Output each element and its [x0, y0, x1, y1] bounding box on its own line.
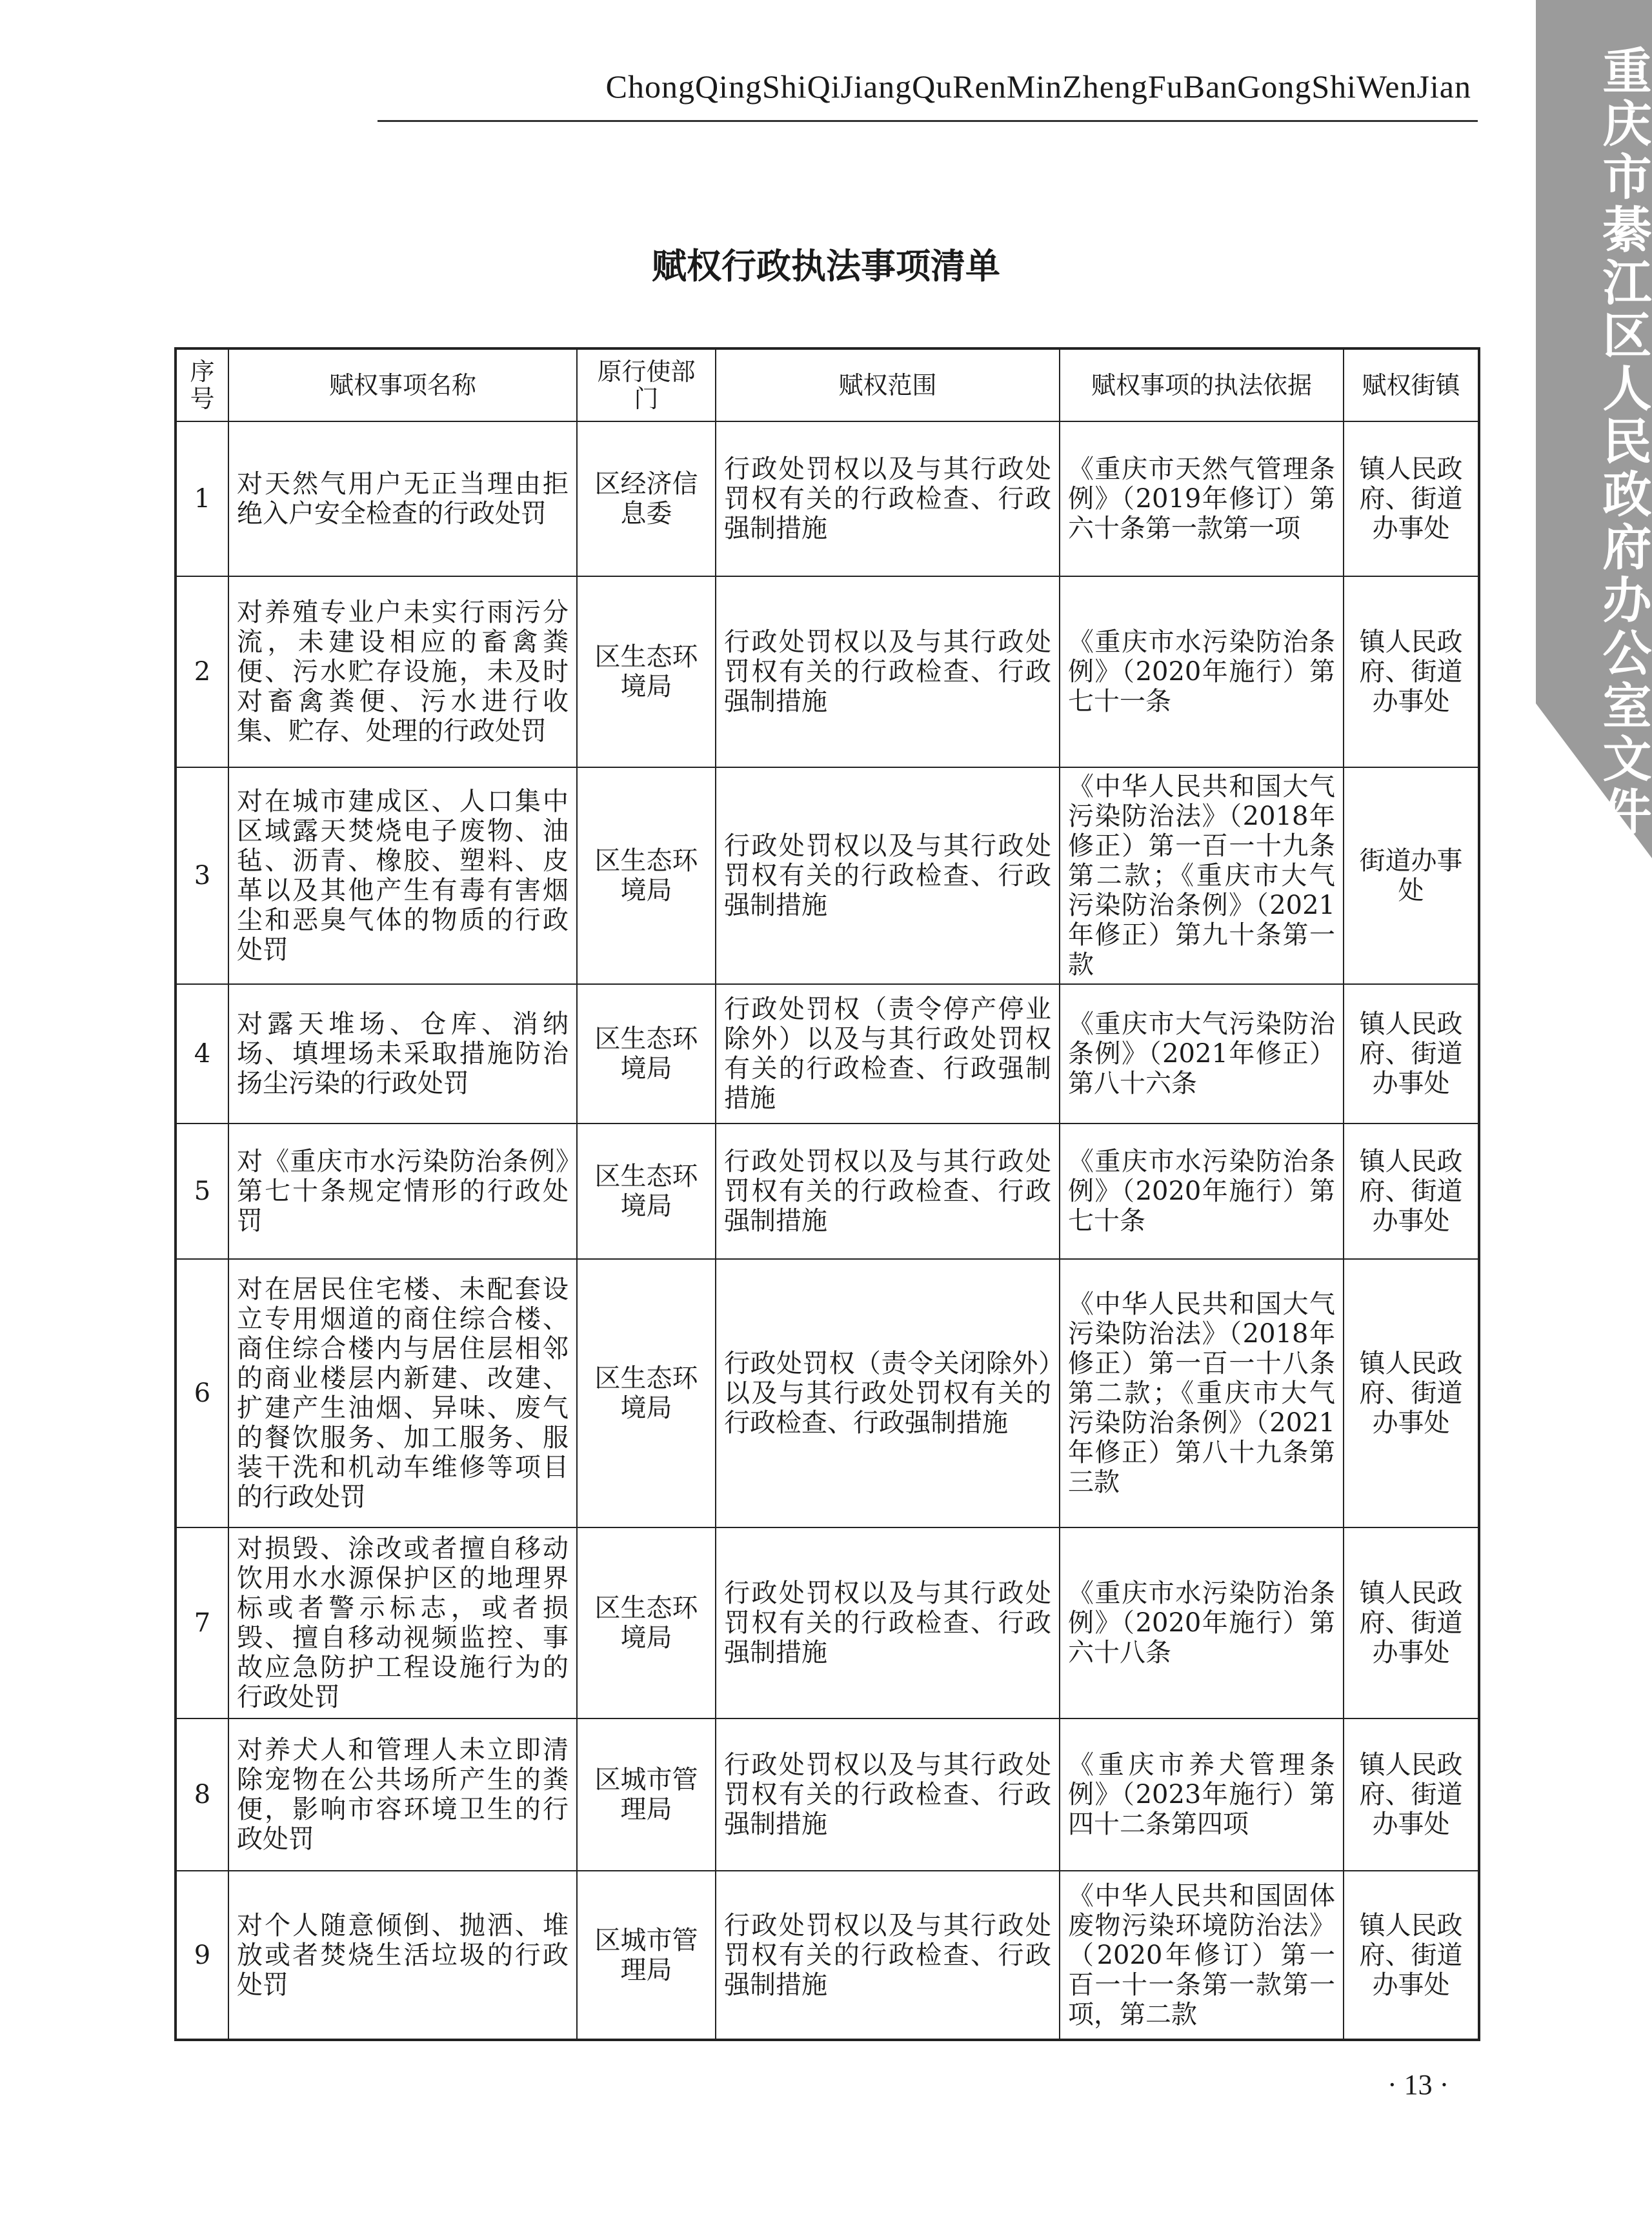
cell-town: 镇人民政府、街道办事处: [1344, 984, 1479, 1124]
table-row: [176, 984, 1479, 1124]
cell-scope: 行政处罚权以及与其行政处罚权有关的行政检查、行政强制措施: [716, 767, 1060, 984]
cell-name: 对养殖专业户未实行雨污分流，未建设相应的畜禽粪便、污水贮存设施，未及时对畜禽粪便、污水进行收集、贮存、处理的行政处罚: [228, 576, 577, 767]
cell-dept: 区生态环境局: [577, 1527, 716, 1718]
side-tab-text: [1536, 45, 1652, 839]
table-row: [176, 1718, 1479, 1871]
table-row: [176, 1259, 1479, 1527]
table-row: [176, 1871, 1479, 2040]
cell-name: 对《重庆市水污染防治条例》第七十条规定情形的行政处罚: [228, 1124, 577, 1259]
cell-basis: 《重庆市水污染防治条例》（2020年施行）第六十八条: [1060, 1527, 1344, 1718]
cell-dept: 区生态环境局: [577, 984, 716, 1124]
cell-name: 对天然气用户无正当理由拒绝入户安全检查的行政处罚: [228, 421, 577, 576]
page-number: · 13 ·: [1387, 2069, 1449, 2101]
cell-name: 对养犬人和管理人未立即清除宠物在公共场所产生的粪便，影响市容环境卫生的行政处罚: [228, 1718, 577, 1871]
cell-no: 6: [176, 1259, 228, 1527]
cell-scope: 行政处罚权以及与其行政处罚权有关的行政检查、行政强制措施: [716, 1718, 1060, 1871]
cell-dept: 区经济信息委: [577, 421, 716, 576]
cell-basis: 《中华人民共和国大气污染防治法》（2018年修正）第一百一十九条第二款；《重庆市大气污染防治条例》（2021年修正）第九十条第一款: [1060, 767, 1344, 984]
cell-town: 街道办事处: [1344, 767, 1479, 984]
header-dept: 原行使部门: [577, 348, 716, 421]
cell-town: 镇人民政府、街道办事处: [1344, 1259, 1479, 1527]
cell-name: 对损毁、涂改或者擅自移动饮用水水源保护区的地理界标或者警示标志，或者损毁、擅自移动视频监控、事故应急防护工程设施行为的行政处罚: [228, 1527, 577, 1718]
header-scope: 赋权范围: [716, 348, 1060, 421]
cell-scope: 行政处罚权以及与其行政处罚权有关的行政检查、行政强制措施: [716, 1124, 1060, 1259]
cell-scope: 行政处罚权以及与其行政处罚权有关的行政检查、行政强制措施: [716, 421, 1060, 576]
cell-town: 镇人民政府、街道办事处: [1344, 576, 1479, 767]
running-header: ChongQingShiQiJiangQuRenMinZhengFuBanGongShiWenJian: [605, 68, 1471, 105]
header-town: 赋权街镇: [1344, 348, 1479, 421]
cell-no: 5: [176, 1124, 228, 1259]
cell-basis: 《重庆市大气污染防治条例》（2021年修正）第八十六条: [1060, 984, 1344, 1124]
header-no: 序号: [176, 348, 228, 421]
side-tab-label: 重庆市綦江区人民政府办公室文件: [1595, 45, 1652, 839]
cell-scope: 行政处罚权（责令关闭除外）以及与其行政处罚权有关的行政检查、行政强制措施: [716, 1259, 1060, 1527]
cell-dept: 区生态环境局: [577, 576, 716, 767]
header-name: 赋权事项名称: [228, 348, 577, 421]
cell-basis: 《中华人民共和国大气污染防治法》（2018年修正）第一百一十八条第二款；《重庆市大气污染防治条例》（2021年修正）第八十九条第三款: [1060, 1259, 1344, 1527]
cell-no: 7: [176, 1527, 228, 1718]
cell-basis: 《重庆市水污染防治条例》（2020年施行）第七十一条: [1060, 576, 1344, 767]
cell-town: 镇人民政府、街道办事处: [1344, 1871, 1479, 2040]
cell-dept: 区城市管理局: [577, 1871, 716, 2040]
table-row: [176, 1124, 1479, 1259]
table-row: [176, 576, 1479, 767]
cell-basis: 《中华人民共和国固体废物污染环境防治法》（2020年修订）第一百一十一条第一款第一项，第二款: [1060, 1871, 1344, 2040]
cell-basis: 《重庆市养犬管理条例》（2023年施行）第四十二条第四项: [1060, 1718, 1344, 1871]
cell-town: 镇人民政府、街道办事处: [1344, 421, 1479, 576]
cell-no: 8: [176, 1718, 228, 1871]
cell-no: 3: [176, 767, 228, 984]
cell-no: 4: [176, 984, 228, 1124]
cell-basis: 《重庆市天然气管理条例》（2019年修订）第六十条第一款第一项: [1060, 421, 1344, 576]
cell-scope: 行政处罚权以及与其行政处罚权有关的行政检查、行政强制措施: [716, 1527, 1060, 1718]
cell-dept: 区城市管理局: [577, 1718, 716, 1871]
cell-basis: 《重庆市水污染防治条例》（2020年施行）第七十条: [1060, 1124, 1344, 1259]
header-rule: [378, 120, 1478, 122]
cell-name: 对在城市建成区、人口集中区域露天焚烧电子废物、油毡、沥青、橡胶、塑料、皮革以及其他产生有毒有害烟尘和恶臭气体的物质的行政处罚: [228, 767, 577, 984]
cell-scope: 行政处罚权（责令停产停业除外）以及与其行政处罚权有关的行政检查、行政强制措施: [716, 984, 1060, 1124]
cell-dept: 区生态环境局: [577, 1124, 716, 1259]
enforcement-table: [174, 347, 1480, 2041]
cell-dept: 区生态环境局: [577, 1259, 716, 1527]
cell-no: 1: [176, 421, 228, 576]
table-row: [176, 421, 1479, 576]
cell-no: 2: [176, 576, 228, 767]
cell-no: 9: [176, 1871, 228, 2040]
cell-dept: 区生态环境局: [577, 767, 716, 984]
table-row: [176, 1527, 1479, 1718]
header-basis: 赋权事项的执法依据: [1060, 348, 1344, 421]
table-header-row: [176, 348, 1479, 421]
cell-name: 对露天堆场、仓库、消纳场、填埋场未采取措施防治扬尘污染的行政处罚: [228, 984, 577, 1124]
cell-town: 镇人民政府、街道办事处: [1344, 1718, 1479, 1871]
table-row: [176, 767, 1479, 984]
cell-town: 镇人民政府、街道办事处: [1344, 1527, 1479, 1718]
document-title: 赋权行政执法事项清单: [652, 246, 1000, 287]
cell-scope: 行政处罚权以及与其行政处罚权有关的行政检查、行政强制措施: [716, 576, 1060, 767]
cell-name: 对在居民住宅楼、未配套设立专用烟道的商住综合楼、商住综合楼内与居住层相邻的商业楼层内新建、改建、扩建产生油烟、异味、废气的餐饮服务、加工服务、服装干洗和机动车维修等项目的行政处罚: [228, 1259, 577, 1527]
cell-name: 对个人随意倾倒、抛洒、堆放或者焚烧生活垃圾的行政处罚: [228, 1871, 577, 2040]
cell-town: 镇人民政府、街道办事处: [1344, 1124, 1479, 1259]
cell-scope: 行政处罚权以及与其行政处罚权有关的行政检查、行政强制措施: [716, 1871, 1060, 2040]
